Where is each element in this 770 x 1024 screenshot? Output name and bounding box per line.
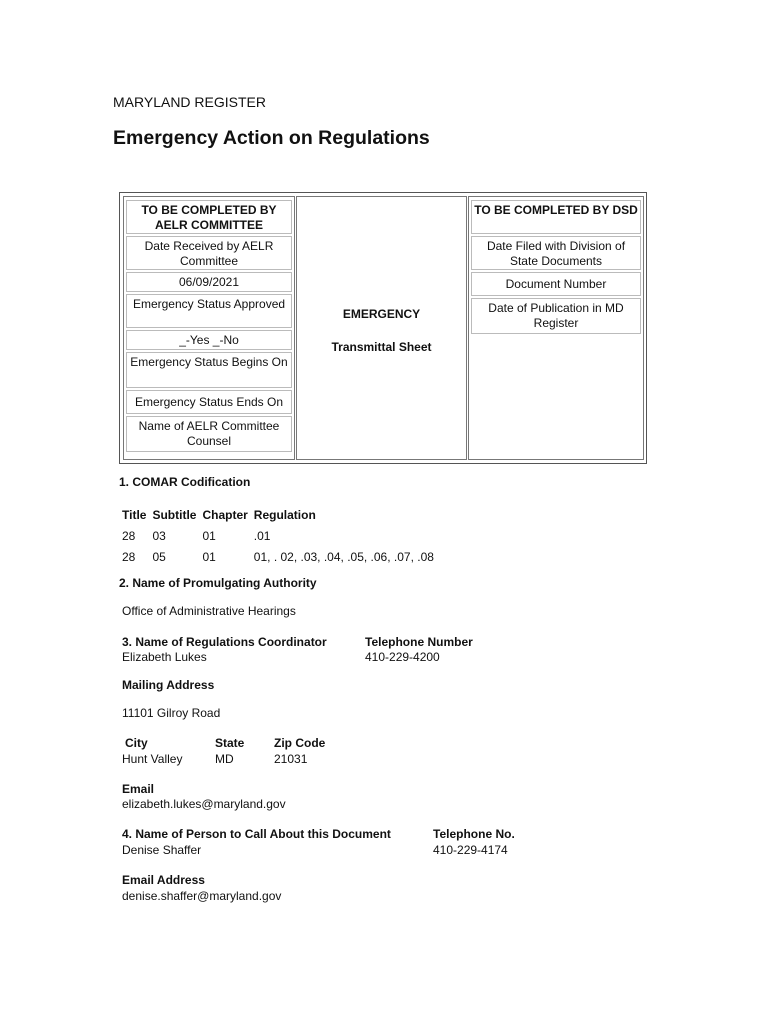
contact-phone-label: Telephone No.: [433, 827, 515, 841]
state-value: MD: [215, 752, 234, 766]
row1-chapter: 01: [202, 528, 216, 543]
comar-heading: 1. COMAR Codification: [119, 475, 251, 489]
coordinator-email-label: Email: [122, 782, 155, 796]
row2-regulation: 01, . 02, .03, .04, .05, .06, .07, .08: [253, 549, 434, 564]
status-begins-label: Emergency Status Begins On: [126, 352, 292, 388]
row2-chapter: 01: [202, 549, 216, 564]
contact-email-label: Email Address: [122, 873, 205, 887]
city-label: City: [125, 736, 148, 750]
aelr-column: [123, 196, 295, 460]
table-row: [122, 546, 440, 567]
mailing-address-label: Mailing Address: [122, 678, 215, 692]
authority-value: Office of Administrative Hearings: [122, 604, 296, 618]
date-received-value: 06/09/2021: [126, 272, 292, 292]
mailing-address: 11101 Gilroy Road: [122, 706, 221, 720]
col-title: Title: [122, 507, 147, 522]
col-chapter: Chapter: [202, 507, 248, 522]
table-row: [122, 525, 440, 546]
city-value: Hunt Valley: [122, 752, 183, 766]
status-approved-label: Emergency Status Approved: [126, 294, 292, 328]
authority-heading: 2. Name of Promulgating Authority: [119, 576, 317, 590]
transmittal-sheet-label: Transmittal Sheet: [331, 340, 432, 354]
comar-table: [122, 504, 440, 567]
zip-label: Zip Code: [274, 736, 326, 750]
zip-value: 21031: [274, 752, 308, 766]
dsd-header: TO BE COMPLETED BY DSD: [471, 200, 641, 234]
date-filed-label: Date Filed with Division of State Documents: [471, 236, 641, 270]
contact-email: denise.shaffer@maryland.gov: [122, 889, 282, 903]
contact-name: Denise Shaffer: [122, 843, 202, 857]
coordinator-heading: 3. Name of Regulations Coordinator: [122, 635, 327, 649]
status-ends-label: Emergency Status Ends On: [126, 390, 292, 414]
counsel-label: Name of AELR Committee Counsel: [126, 416, 292, 452]
contact-heading: 4. Name of Person to Call About this Document: [122, 827, 391, 841]
row2-title: 28: [122, 549, 136, 564]
page-title: Emergency Action on Regulations: [113, 127, 430, 149]
center-column: [296, 196, 467, 460]
transmittal-table: [119, 192, 647, 464]
document-number-label: Document Number: [471, 272, 641, 296]
row1-subtitle: 03: [152, 528, 166, 543]
row2-subtitle: 05: [152, 549, 166, 564]
dsd-column: [468, 196, 644, 460]
coordinator-phone: 410-229-4200: [365, 650, 440, 664]
emergency-label: EMERGENCY: [342, 307, 421, 321]
date-received-label: Date Received by AELR Committee: [126, 236, 292, 270]
date-publication-label: Date of Publication in MD Register: [471, 298, 641, 334]
row1-title: 28: [122, 528, 136, 543]
state-label: State: [215, 736, 245, 750]
coordinator-phone-label: Telephone Number: [365, 635, 473, 649]
coordinator-email: elizabeth.lukes@maryland.gov: [122, 797, 286, 811]
col-subtitle: Subtitle: [152, 507, 197, 522]
row1-regulation: .01: [253, 528, 271, 543]
contact-phone: 410-229-4174: [433, 843, 508, 857]
publication-name: MARYLAND REGISTER: [113, 94, 266, 110]
col-regulation: Regulation: [253, 507, 316, 522]
aelr-header: TO BE COMPLETED BY AELR COMMITTEE: [126, 200, 292, 234]
coordinator-name: Elizabeth Lukes: [122, 650, 207, 664]
yes-no-options: _-Yes _-No: [126, 330, 292, 350]
